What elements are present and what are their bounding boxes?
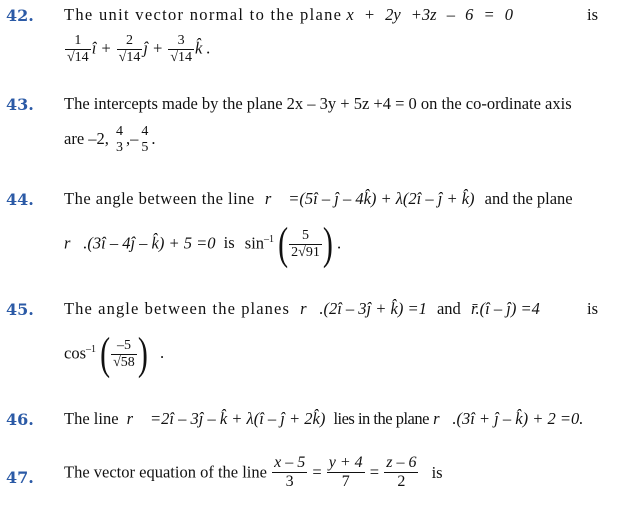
item-44-formula: r⃗.(3î – 4ĵ – k̂) + 5 =0 is $\sin^{-1}$ ( $\frac{5}{2√91}$ ) . xyxy=(64,219,342,269)
item-number: 44. xyxy=(6,190,34,209)
item-number: 46. xyxy=(6,410,34,429)
item-42-formula: $\frac{1}{√14}$ î + $\frac{2}{√14}$ ĵ + $\frac{3}{√14}$ k̂ . xyxy=(67,33,211,65)
item-44-text: The angle between the line r⃗ =(5î – ĵ – 4k̂) + λ(2î – ĵ + k̂) and the plane xyxy=(64,189,573,208)
item-43-formula: are –2, 4 3 ,– 4 5 . xyxy=(64,124,156,155)
item-number: 42. xyxy=(6,6,34,25)
item-number: 47. xyxy=(6,468,34,487)
item-number: 43. xyxy=(6,95,34,114)
item-45-formula: $\cos^{-1}$ ( $\frac{-5}{√58}$ ) . xyxy=(64,329,165,379)
item-number: 45. xyxy=(6,300,34,319)
item-45-text: The angle between the planes r⃗.(2î – 3ĵ + k̂) =1 and r̄.(î – ĵ) =4 is xyxy=(64,299,598,318)
item-46-text: The line r⃗ =2î – 3ĵ – k̂ + λ(î – ĵ + 2k̂) lies in the plane r⃗.(3î + ĵ – k̂) + 2 =0. xyxy=(64,409,584,428)
item-42-text: The unit vector normal to the plane x + 2y +3z – 6 = 0 is xyxy=(64,5,598,24)
item-43-text: The intercepts made by the plane 2x – 3y + 5z +4 = 0 on the co-ordinate axis xyxy=(64,94,572,113)
item-47-text: The vector equation of the line $\frac{x - 5}{3}$ = $\frac{y + 4}{7}$ = $\frac{z - 6}{2}$ is xyxy=(64,454,443,490)
